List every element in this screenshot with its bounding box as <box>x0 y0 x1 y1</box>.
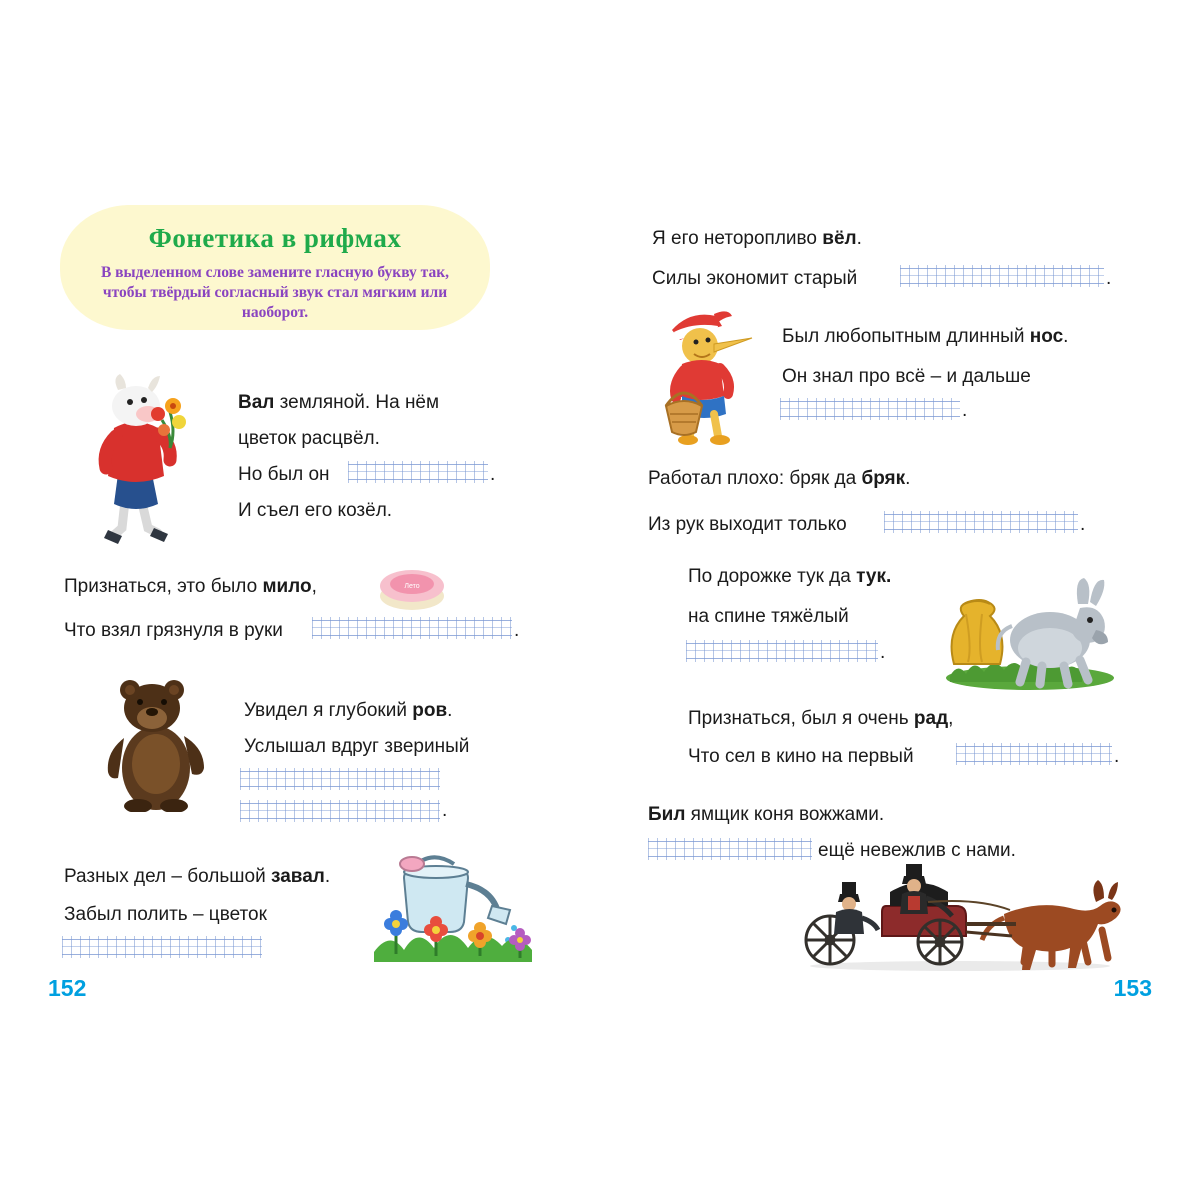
answer-rule-5[interactable] <box>900 265 1104 287</box>
ex2-bold-word: мило <box>262 576 312 597</box>
rex2-line2: Он знал про всё – и дальше <box>782 366 1031 387</box>
ex4-line1 <box>64 866 330 888</box>
donkey-with-sack-illustration <box>938 552 1118 692</box>
rex4-period: . <box>880 642 886 663</box>
ex2-line2-period: . <box>514 620 520 641</box>
ex2-line1-post: , <box>311 576 317 597</box>
answer-rule-6[interactable] <box>780 398 960 420</box>
rex5-line1-pre: Признаться, был я очень <box>688 708 914 729</box>
bear-illustration <box>86 672 226 812</box>
soap-bar-illustration <box>372 552 452 614</box>
ex2-line1 <box>64 576 317 598</box>
goat-with-flowers-illustration <box>78 370 188 550</box>
pinocchio-illustration <box>648 302 768 452</box>
ex3-line1 <box>244 700 452 722</box>
answer-rule-9[interactable] <box>956 743 1112 765</box>
rex2-line1-post: . <box>1063 326 1069 347</box>
rex1-line1-post: . <box>856 228 862 249</box>
rex2-bold-word: нос <box>1029 326 1064 347</box>
ex3-line1-pre: Увидел я глубокий <box>244 700 413 721</box>
horse-carriage-illustration <box>790 862 1134 974</box>
answer-rule-3b[interactable] <box>240 800 440 822</box>
svg-text:Лето: Лето <box>404 583 420 590</box>
rex3-line1-pre: Работал плохо: бряк да <box>648 468 862 489</box>
rex2-line1 <box>782 326 1068 348</box>
section-heading-banner <box>60 205 490 330</box>
rex4-bold-word: тук. <box>856 566 892 587</box>
ex1-line3: Но был он <box>238 464 330 485</box>
answer-rule-1[interactable] <box>348 461 488 483</box>
ex2-line1-pre: Признаться, это было <box>64 576 263 597</box>
rex1-line1 <box>652 228 862 250</box>
ex3-line1-post: . <box>447 700 453 721</box>
answer-rule-7[interactable] <box>884 511 1078 533</box>
rex3-line1 <box>648 468 910 490</box>
ex3-period: . <box>442 800 448 821</box>
rex1-period: . <box>1106 268 1112 289</box>
rex3-line1-post: . <box>905 468 911 489</box>
rex5-line2: Что сел в кино на первый <box>688 746 914 767</box>
answer-rule-3[interactable] <box>240 768 440 790</box>
ex3-line2: Услышал вдруг звериный <box>244 736 470 757</box>
ex3-bold-word: ров <box>412 700 448 721</box>
ex2-line2: Что взял грязнуля в руки <box>64 620 283 641</box>
answer-rule-2[interactable] <box>312 617 512 639</box>
rex4-line1 <box>688 566 891 588</box>
rex3-line2: Из рук выходит только <box>648 514 847 535</box>
answer-rule-4[interactable] <box>62 936 262 958</box>
rex5-line1 <box>688 708 953 730</box>
ex1-line1-rest: земляной. На нём <box>274 392 440 413</box>
rex6-line2: ещё невежлив с нами. <box>818 840 1016 861</box>
answer-rule-8[interactable] <box>686 640 878 662</box>
rex6-bold-word: Бил <box>648 804 686 825</box>
rex1-bold-word: вёл <box>822 228 857 249</box>
rex3-period: . <box>1080 514 1086 535</box>
rex6-line1 <box>648 804 884 826</box>
ex1-line2: цветок расцвёл. <box>238 428 380 449</box>
ex4-line1-post: . <box>324 866 331 887</box>
ex4-bold-word: завал <box>271 866 325 887</box>
ex1-bold-word: Вал <box>238 392 275 413</box>
ex1-line1 <box>238 392 439 414</box>
rex6-line1-rest: ямщик коня вожжами. <box>685 804 885 825</box>
ex1-line4: И съел его козёл. <box>238 500 393 521</box>
section-title: Фонетика в рифмах <box>148 223 402 253</box>
section-instruction: В выделенном слове замените гласную букву так, чтобы твёрдый согласный звук стал мягким или наоборот. <box>100 264 450 321</box>
rex4-line2: на спине тяжёлый <box>688 606 849 627</box>
rex2-period: . <box>962 400 968 421</box>
rex5-bold-word: рад <box>913 708 949 729</box>
watering-can-and-flowers-illustration <box>374 832 544 962</box>
answer-rule-10[interactable] <box>648 838 812 860</box>
rex1-line2: Силы экономит старый <box>652 268 858 289</box>
ex1-line3-period: . <box>490 464 496 485</box>
rex5-period: . <box>1114 746 1120 767</box>
rex3-bold-word: бряк <box>861 468 906 489</box>
page-number-right: 153 <box>1113 975 1152 1001</box>
page-number-left: 152 <box>48 975 87 1001</box>
rex5-line1-post: , <box>948 708 954 729</box>
ex4-line2: Забыл полить – цветок <box>64 904 267 925</box>
rex2-line1-pre: Был любопытным длинный <box>782 326 1030 347</box>
rex4-line1-pre: По дорожке тук да <box>688 566 857 587</box>
ex4-line1-pre: Разных дел – большой <box>64 866 271 887</box>
rex1-line1-pre: Я его неторопливо <box>652 228 823 249</box>
